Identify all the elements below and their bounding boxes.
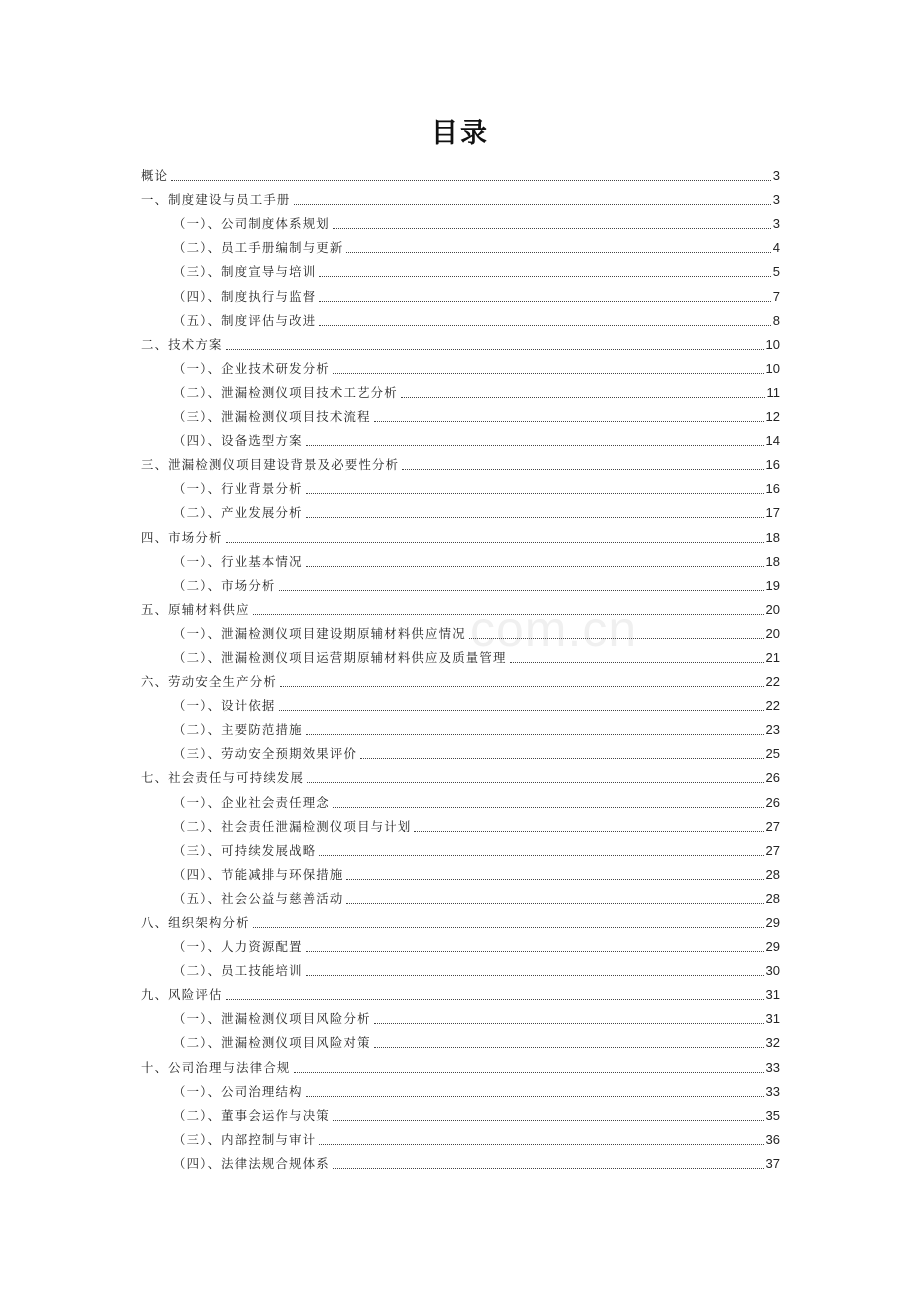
toc-entry-title: 一、制度建设与员工手册: [141, 192, 291, 208]
toc-entry-page-number: 20: [765, 601, 780, 617]
dot-leader: [346, 251, 770, 253]
toc-entry[interactable]: [141, 160, 780, 184]
toc-entry-page-number: 10: [765, 336, 780, 352]
toc-entry-title: （四）、法律法规合规体系: [173, 1155, 330, 1171]
toc-entry-title: （五）、社会公益与慈善活动: [173, 890, 344, 906]
dot-leader: [333, 1119, 764, 1121]
toc-entry-page-number: 22: [765, 698, 780, 714]
toc-entry-page-number: 28: [765, 890, 780, 906]
dot-leader: [374, 1022, 764, 1024]
dot-leader: [333, 1167, 764, 1169]
dot-leader: [306, 444, 764, 446]
toc-entry-page-number: 12: [765, 409, 780, 425]
dot-leader: [306, 1095, 764, 1097]
dot-leader: [469, 637, 764, 639]
toc-entry[interactable]: [141, 1051, 780, 1075]
toc-entry-page-number: 26: [765, 794, 780, 810]
toc-entry[interactable]: [141, 979, 780, 1003]
toc-entry[interactable]: [141, 377, 780, 401]
toc-entry-title: 八、组织架构分析: [141, 915, 250, 930]
toc-entry-title: （一）、设计依据: [173, 698, 276, 714]
dot-leader: [319, 1143, 763, 1145]
toc-entry[interactable]: [141, 329, 780, 353]
dot-leader: [306, 733, 764, 735]
toc-entry-title: （二）、主要防范措施: [173, 722, 303, 738]
toc-entry-title: 二、技术方案: [141, 336, 223, 352]
toc-entry-page-number: 19: [765, 577, 780, 593]
toc-entry-page-number: 28: [765, 866, 780, 882]
toc-entry-page-number: 29: [765, 915, 780, 930]
toc-entry-title: （一）、公司治理结构: [173, 1083, 303, 1099]
toc-entry[interactable]: [141, 1124, 780, 1148]
toc-entry[interactable]: [141, 353, 780, 377]
toc-entry-title: （三）、内部控制与审计: [173, 1131, 317, 1147]
toc-entry-title: （四）、节能减排与环保措施: [173, 866, 344, 882]
toc-entry-page-number: 7: [772, 288, 780, 304]
toc-entry-title: （三）、劳动安全预期效果评价: [173, 746, 358, 762]
dot-leader: [374, 1046, 764, 1048]
toc-entry[interactable]: [141, 955, 780, 979]
toc-entry[interactable]: [141, 1076, 780, 1100]
toc-entry-title: （三）、制度宣导与培训: [173, 264, 317, 280]
toc-entry-page-number: 35: [765, 1107, 780, 1123]
toc-entry-page-number: 31: [765, 1011, 780, 1027]
dot-leader: [333, 806, 764, 808]
dot-leader: [253, 926, 764, 928]
toc-entry-page-number: 3: [772, 216, 780, 232]
dot-leader: [319, 854, 763, 856]
dot-leader: [333, 372, 764, 374]
toc-entry-page-number: 29: [765, 939, 780, 955]
toc-entry-page-number: 33: [765, 1083, 780, 1099]
toc-entry[interactable]: [141, 666, 780, 690]
dot-leader: [346, 902, 763, 904]
toc-entry[interactable]: [141, 811, 780, 835]
toc-entry-title: 三、泄漏检测仪项目建设背景及必要性分析: [141, 457, 400, 473]
dot-leader: [401, 396, 765, 398]
dot-leader: [306, 492, 764, 494]
toc-entry[interactable]: [141, 401, 780, 425]
toc-entry-title: （一）、企业社会责任理念: [173, 794, 330, 810]
toc-entry-title: 十、公司治理与法律合规: [141, 1059, 291, 1075]
table-of-contents: [141, 160, 780, 1172]
toc-entry[interactable]: [141, 618, 780, 642]
dot-leader: [306, 950, 764, 952]
watermark: com.cn: [470, 601, 638, 657]
toc-entry[interactable]: [141, 642, 780, 666]
toc-entry-page-number: 10: [765, 360, 780, 376]
toc-entry[interactable]: [141, 907, 780, 931]
toc-entry[interactable]: [141, 859, 780, 883]
toc-entry-page-number: 36: [765, 1131, 780, 1147]
dot-leader: [346, 878, 763, 880]
toc-entry[interactable]: [141, 1100, 780, 1124]
toc-entry-page-number: 23: [765, 722, 780, 738]
toc-entry[interactable]: [141, 714, 780, 738]
dot-leader: [402, 468, 763, 470]
toc-entry-page-number: 11: [766, 384, 780, 400]
toc-entry[interactable]: [141, 473, 780, 497]
dot-leader: [226, 541, 764, 543]
toc-entry[interactable]: [141, 232, 780, 256]
toc-entry-title: （一）、泄漏检测仪项目建设期原辅材料供应情况: [173, 625, 466, 641]
dot-leader: [306, 974, 764, 976]
toc-entry[interactable]: [141, 1027, 780, 1051]
toc-entry-title: 四、市场分析: [141, 529, 223, 545]
dot-leader: [294, 1071, 764, 1073]
toc-entry-title: 九、风险评估: [141, 987, 223, 1003]
dot-leader: [414, 830, 763, 832]
dot-leader: [171, 179, 771, 181]
page-title: 目录: [431, 118, 489, 149]
toc-entry-title: （二）、产业发展分析: [173, 505, 303, 521]
toc-entry-page-number: 8: [772, 312, 780, 328]
toc-entry-title: 六、劳动安全生产分析: [141, 674, 277, 690]
toc-entry-page-number: 4: [772, 240, 780, 256]
toc-entry-title: （一）、公司制度体系规划: [173, 216, 330, 232]
dot-leader: [319, 324, 770, 326]
dot-leader: [510, 661, 764, 663]
toc-entry[interactable]: [141, 521, 780, 545]
toc-entry-title: （三）、泄漏检测仪项目技术流程: [173, 409, 371, 425]
toc-entry[interactable]: [141, 570, 780, 594]
dot-leader: [333, 227, 771, 229]
toc-entry[interactable]: [141, 883, 780, 907]
dot-leader: [253, 613, 764, 615]
dot-leader: [307, 781, 763, 783]
toc-entry-title: （三）、可持续发展战略: [173, 842, 317, 858]
toc-entry-title: （二）、泄漏检测仪项目技术工艺分析: [173, 384, 398, 400]
toc-entry[interactable]: [141, 449, 780, 473]
toc-entry-page-number: 33: [765, 1059, 780, 1075]
dot-leader: [279, 709, 764, 711]
toc-entry-page-number: 18: [765, 529, 780, 545]
toc-entry[interactable]: [141, 1148, 780, 1172]
toc-entry[interactable]: [141, 786, 780, 810]
toc-entry-page-number: 18: [765, 553, 780, 569]
toc-entry-page-number: 25: [765, 746, 780, 762]
toc-entry-page-number: 17: [765, 505, 780, 521]
toc-entry-page-number: 5: [772, 264, 780, 280]
dot-leader: [226, 998, 764, 1000]
toc-entry-title: （一）、人力资源配置: [173, 939, 303, 955]
toc-entry-page-number: 30: [765, 963, 780, 979]
toc-entry-title: （一）、行业背景分析: [173, 481, 303, 497]
toc-entry-title: 七、社会责任与可持续发展: [141, 770, 305, 786]
dot-leader: [306, 516, 764, 518]
toc-entry[interactable]: [141, 546, 780, 570]
toc-entry[interactable]: [141, 1003, 780, 1027]
dot-leader: [319, 300, 770, 302]
toc-entry[interactable]: [141, 690, 780, 714]
toc-entry-title: （四）、设备选型方案: [173, 433, 303, 449]
toc-entry-title: （一）、行业基本情况: [173, 553, 303, 569]
toc-entry-page-number: 37: [765, 1155, 780, 1171]
toc-entry-title: （二）、员工手册编制与更新: [173, 240, 344, 256]
toc-entry-title: （二）、市场分析: [173, 577, 276, 593]
dot-leader: [279, 589, 764, 591]
toc-entry-title: （二）、泄漏检测仪项目风险对策: [173, 1035, 371, 1051]
toc-entry-page-number: 16: [765, 457, 780, 473]
toc-entry[interactable]: [141, 305, 780, 329]
toc-entry-page-number: 27: [765, 842, 780, 858]
dot-leader: [226, 348, 764, 350]
toc-entry-title: （五）、制度评估与改进: [173, 312, 317, 328]
toc-entry-page-number: 27: [765, 818, 780, 834]
toc-entry[interactable]: [141, 184, 780, 208]
toc-entry-page-number: 21: [765, 649, 780, 665]
toc-entry-title: （二）、泄漏检测仪项目运营期原辅材料供应及质量管理: [173, 649, 507, 665]
toc-entry-title: （二）、员工技能培训: [173, 963, 303, 979]
toc-entry-title: （四）、制度执行与监督: [173, 288, 317, 304]
toc-entry[interactable]: [141, 280, 780, 304]
dot-leader: [306, 565, 764, 567]
toc-entry-title: （一）、企业技术研发分析: [173, 360, 330, 376]
dot-leader: [319, 275, 770, 277]
toc-entry-page-number: 26: [765, 770, 780, 786]
toc-entry[interactable]: [141, 931, 780, 955]
toc-entry-title: （一）、泄漏检测仪项目风险分析: [173, 1011, 371, 1027]
dot-leader: [360, 757, 763, 759]
toc-entry-page-number: 20: [765, 625, 780, 641]
toc-entry[interactable]: [141, 497, 780, 521]
toc-entry-title: 概论: [141, 168, 169, 184]
toc-entry-page-number: 3: [772, 168, 780, 184]
toc-entry-title: 五、原辅材料供应: [141, 601, 250, 617]
toc-entry[interactable]: [141, 425, 780, 449]
toc-entry[interactable]: [141, 835, 780, 859]
dot-leader: [280, 685, 764, 687]
toc-entry[interactable]: [141, 738, 780, 762]
toc-entry[interactable]: [141, 256, 780, 280]
toc-entry-page-number: 31: [765, 987, 780, 1003]
toc-entry-page-number: 22: [765, 674, 780, 690]
toc-entry[interactable]: [141, 208, 780, 232]
toc-entry-page-number: 16: [765, 481, 780, 497]
toc-entry-title: （二）、董事会运作与决策: [173, 1107, 330, 1123]
toc-entry-page-number: 14: [765, 433, 780, 449]
toc-entry[interactable]: [141, 594, 780, 618]
toc-entry-title: （二）、社会责任泄漏检测仪项目与计划: [173, 818, 412, 834]
toc-entry-page-number: 3: [772, 192, 780, 208]
toc-entry-page-number: 32: [765, 1035, 780, 1051]
toc-entry[interactable]: [141, 762, 780, 786]
dot-leader: [374, 420, 764, 422]
dot-leader: [294, 203, 771, 205]
